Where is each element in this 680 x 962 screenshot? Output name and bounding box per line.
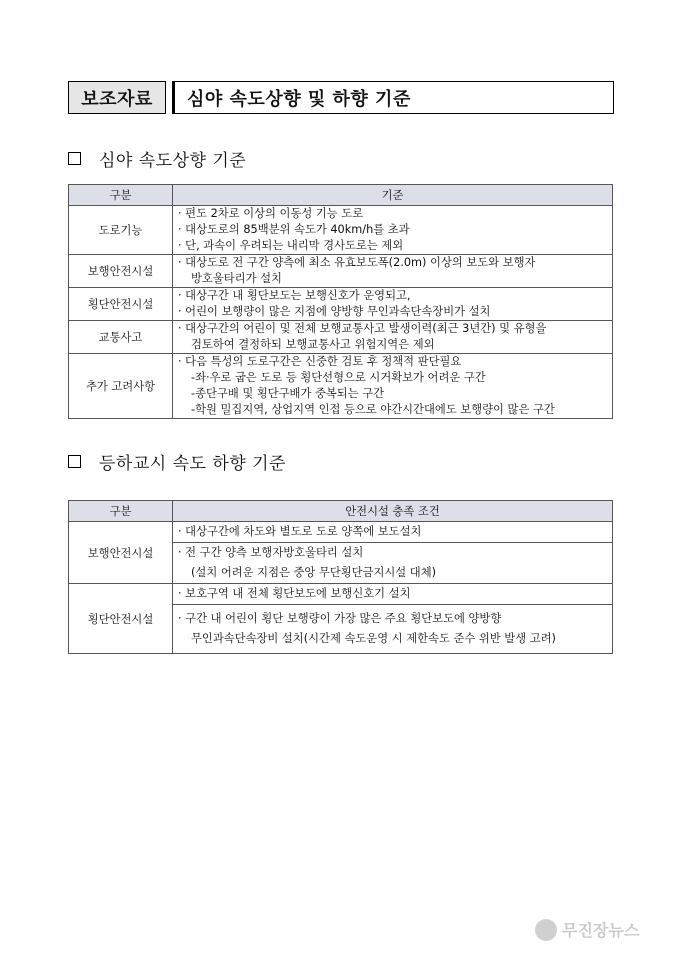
table-row — [69, 522, 613, 543]
row-criteria — [173, 206, 613, 255]
criteria-line: · 대상도로 전 구간 양측에 최소 유효보도폭(2.0m) 이상의 보도와 보행자 — [178, 256, 536, 269]
condition-line: · 구간 내 어린이 횡단 보행량이 가장 많은 주요 횡단보도에 양방향 — [178, 612, 502, 625]
header-tag: 보조자료 — [68, 81, 166, 114]
row-condition — [173, 522, 613, 543]
criteria-line: · 대상도로의 85백분위 속도가 40km/h를 초과 — [178, 223, 410, 236]
row-category: 교통사고 — [69, 321, 173, 354]
table-row — [69, 321, 613, 354]
section2-title: 등하교시 속도 하향 기준 — [99, 454, 286, 474]
criteria-line: · 단, 과속이 우려되는 내리막 경사도로는 제외 — [178, 239, 404, 252]
checkbox-square-icon — [68, 152, 81, 165]
condition-line: 무인과속단속장비 설치(시간제 속도운영 시 제한속도 준수 위반 발생 고려) — [191, 632, 556, 645]
row-condition — [173, 543, 613, 584]
table-header-row — [69, 185, 613, 206]
section1-title: 심야 속도상향 기준 — [99, 151, 247, 171]
criteria-line: · 다음 특성의 도로구간은 신중한 검토 후 정책적 판단필요 — [178, 355, 462, 368]
column-header: 구분 — [69, 501, 173, 522]
row-condition — [173, 584, 613, 605]
table-row — [69, 255, 613, 288]
column-header: 안전시설 충족 조건 — [173, 501, 613, 522]
table-row — [69, 288, 613, 321]
condition-line: · 대상구간에 차도와 별도로 도로 양쪽에 보도설치 — [178, 525, 422, 538]
row-criteria — [173, 354, 613, 419]
row-condition — [173, 605, 613, 654]
criteria-line: · 대상구간 내 횡단보도는 보행신호가 운영되고, — [178, 289, 411, 302]
row-criteria — [173, 321, 613, 354]
criteria-line: · 편도 2차로 이상의 이동성 기능 도로 — [178, 207, 364, 220]
row-category: 보행안전시설 — [69, 522, 173, 584]
criteria-line: 검토하여 결정하되 보행교통사고 위험지역은 제외 — [191, 338, 435, 351]
row-criteria — [173, 288, 613, 321]
row-category: 횡단안전시설 — [69, 288, 173, 321]
section2-heading — [68, 449, 286, 474]
row-category: 보행안전시설 — [69, 255, 173, 288]
section1-table — [68, 184, 613, 419]
watermark-text: 무진장뉴스 — [562, 921, 640, 940]
checkbox-square-icon — [68, 455, 81, 468]
row-category: 도로기능 — [69, 206, 173, 255]
criteria-line: -좌·우로 굽은 도로 등 횡단선형으로 시거확보가 어려운 구간 — [191, 371, 486, 384]
document-header — [68, 81, 614, 114]
watermark-logo-icon — [535, 919, 557, 941]
criteria-line: -학원 밀집지역, 상업지역 인접 등으로 야간시간대에도 보행량이 많은 구간 — [191, 403, 555, 416]
row-category: 추가 고려사항 — [69, 354, 173, 419]
criteria-line: · 어린이 보행량이 많은 지점에 양방향 무인과속단속장비가 설치 — [178, 305, 491, 318]
table-row — [69, 206, 613, 255]
watermark — [535, 918, 639, 941]
column-header: 구분 — [69, 185, 173, 206]
section1-heading — [68, 146, 246, 171]
criteria-line: 방호울타리가 설치 — [191, 272, 282, 285]
condition-line: · 전 구간 양측 보행자방호울타리 설치 — [178, 546, 364, 559]
condition-line: · 보호구역 내 전체 횡단보도에 보행신호기 설치 — [178, 587, 411, 600]
criteria-line: -종단구배 및 횡단구배가 중복되는 구간 — [191, 387, 385, 400]
condition-line: (설치 어려운 지점은 중앙 무단횡단금지시설 대체) — [191, 566, 437, 579]
table-row — [69, 584, 613, 605]
section2-table — [68, 500, 613, 654]
criteria-line: · 대상구간의 어린이 및 전체 보행교통사고 발생이력(최근 3년간) 및 유형을 — [178, 322, 547, 335]
table-row — [69, 354, 613, 419]
column-header: 기준 — [173, 185, 613, 206]
row-criteria — [173, 255, 613, 288]
header-title: 심야 속도상향 및 하향 기준 — [172, 81, 614, 114]
table-header-row — [69, 501, 613, 522]
row-category: 횡단안전시설 — [69, 584, 173, 654]
